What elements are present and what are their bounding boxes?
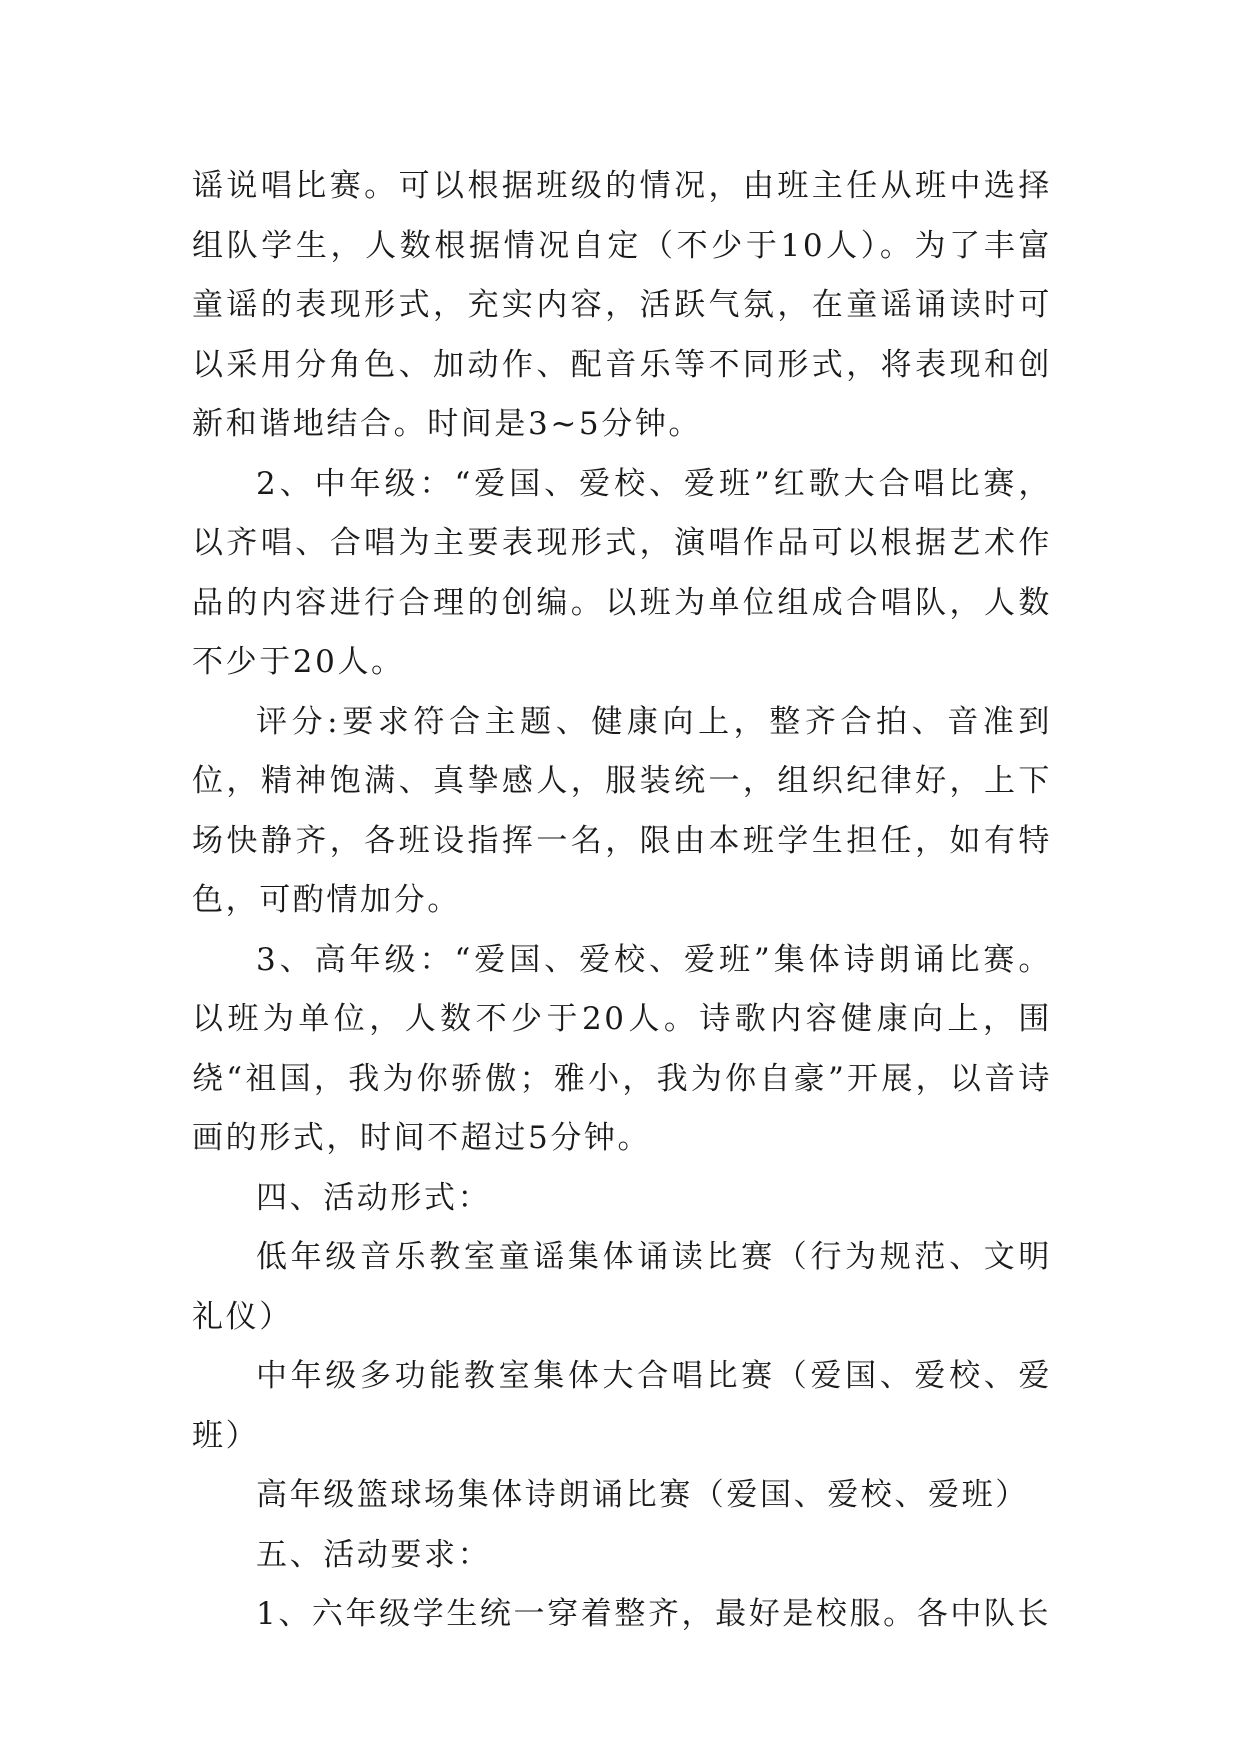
paragraph-requirement-1: 1、六年级学生统一穿着整齐，最好是校服。各中队长 xyxy=(256,1596,1052,1632)
paragraph-middle-grade-chorus: 2、中年级：“爱国、爱校、爱班”红歌大合唱比赛，以齐唱、合唱为主要表现形式，演唱作品可以根据艺术作品的内容进行合理的创编。以班为单位组成合唱队，人数不少于20人。 xyxy=(192,465,1052,680)
paragraph-children-song-rules: 谣说唱比赛。可以根据班级的情况，由班主任从班中选择组队学生，人数根据情况自定（不少于10人）。为了丰富童谣的表现形式，充实内容，活跃气氛，在童谣诵读时可以采用分角色、加动作、配音乐等不同形式，将表现和创新和谐地结合。时间是3~5分钟。 xyxy=(192,168,1052,442)
paragraph-low-grade-venue: 低年级音乐教室童谣集体诵读比赛（行为规范、文明礼仪） xyxy=(192,1239,1052,1335)
paragraph-high-grade-venue: 高年级篮球场集体诗朗诵比赛（爱国、爱校、爱班） xyxy=(256,1477,1029,1513)
heading-activity-format: 四、活动形式： xyxy=(256,1179,492,1216)
document-body xyxy=(192,157,1052,1645)
paragraph-middle-grade-venue: 中年级多功能教室集体大合唱比赛（爱国、爱校、爱班） xyxy=(192,1358,1052,1454)
paragraph-scoring: 评分:要求符合主题、健康向上，整齐合拍、音准到位，精神饱满、真挚感人，服装统一，组织纪律好，上下场快静齐，各班设指挥一名，限由本班学生担任，如有特色，可酌情加分。 xyxy=(192,703,1052,918)
heading-activity-requirements: 五、活动要求： xyxy=(256,1536,492,1573)
paragraph-high-grade-recitation: 3、高年级：“爱国、爱校、爱班”集体诗朗诵比赛。以班为单位，人数不少于20人。诗歌内容健康向上，围绕“祖国，我为你骄傲；雅小，我为你自豪”开展，以音诗画的形式，时间不超过5分钟。 xyxy=(192,941,1052,1156)
